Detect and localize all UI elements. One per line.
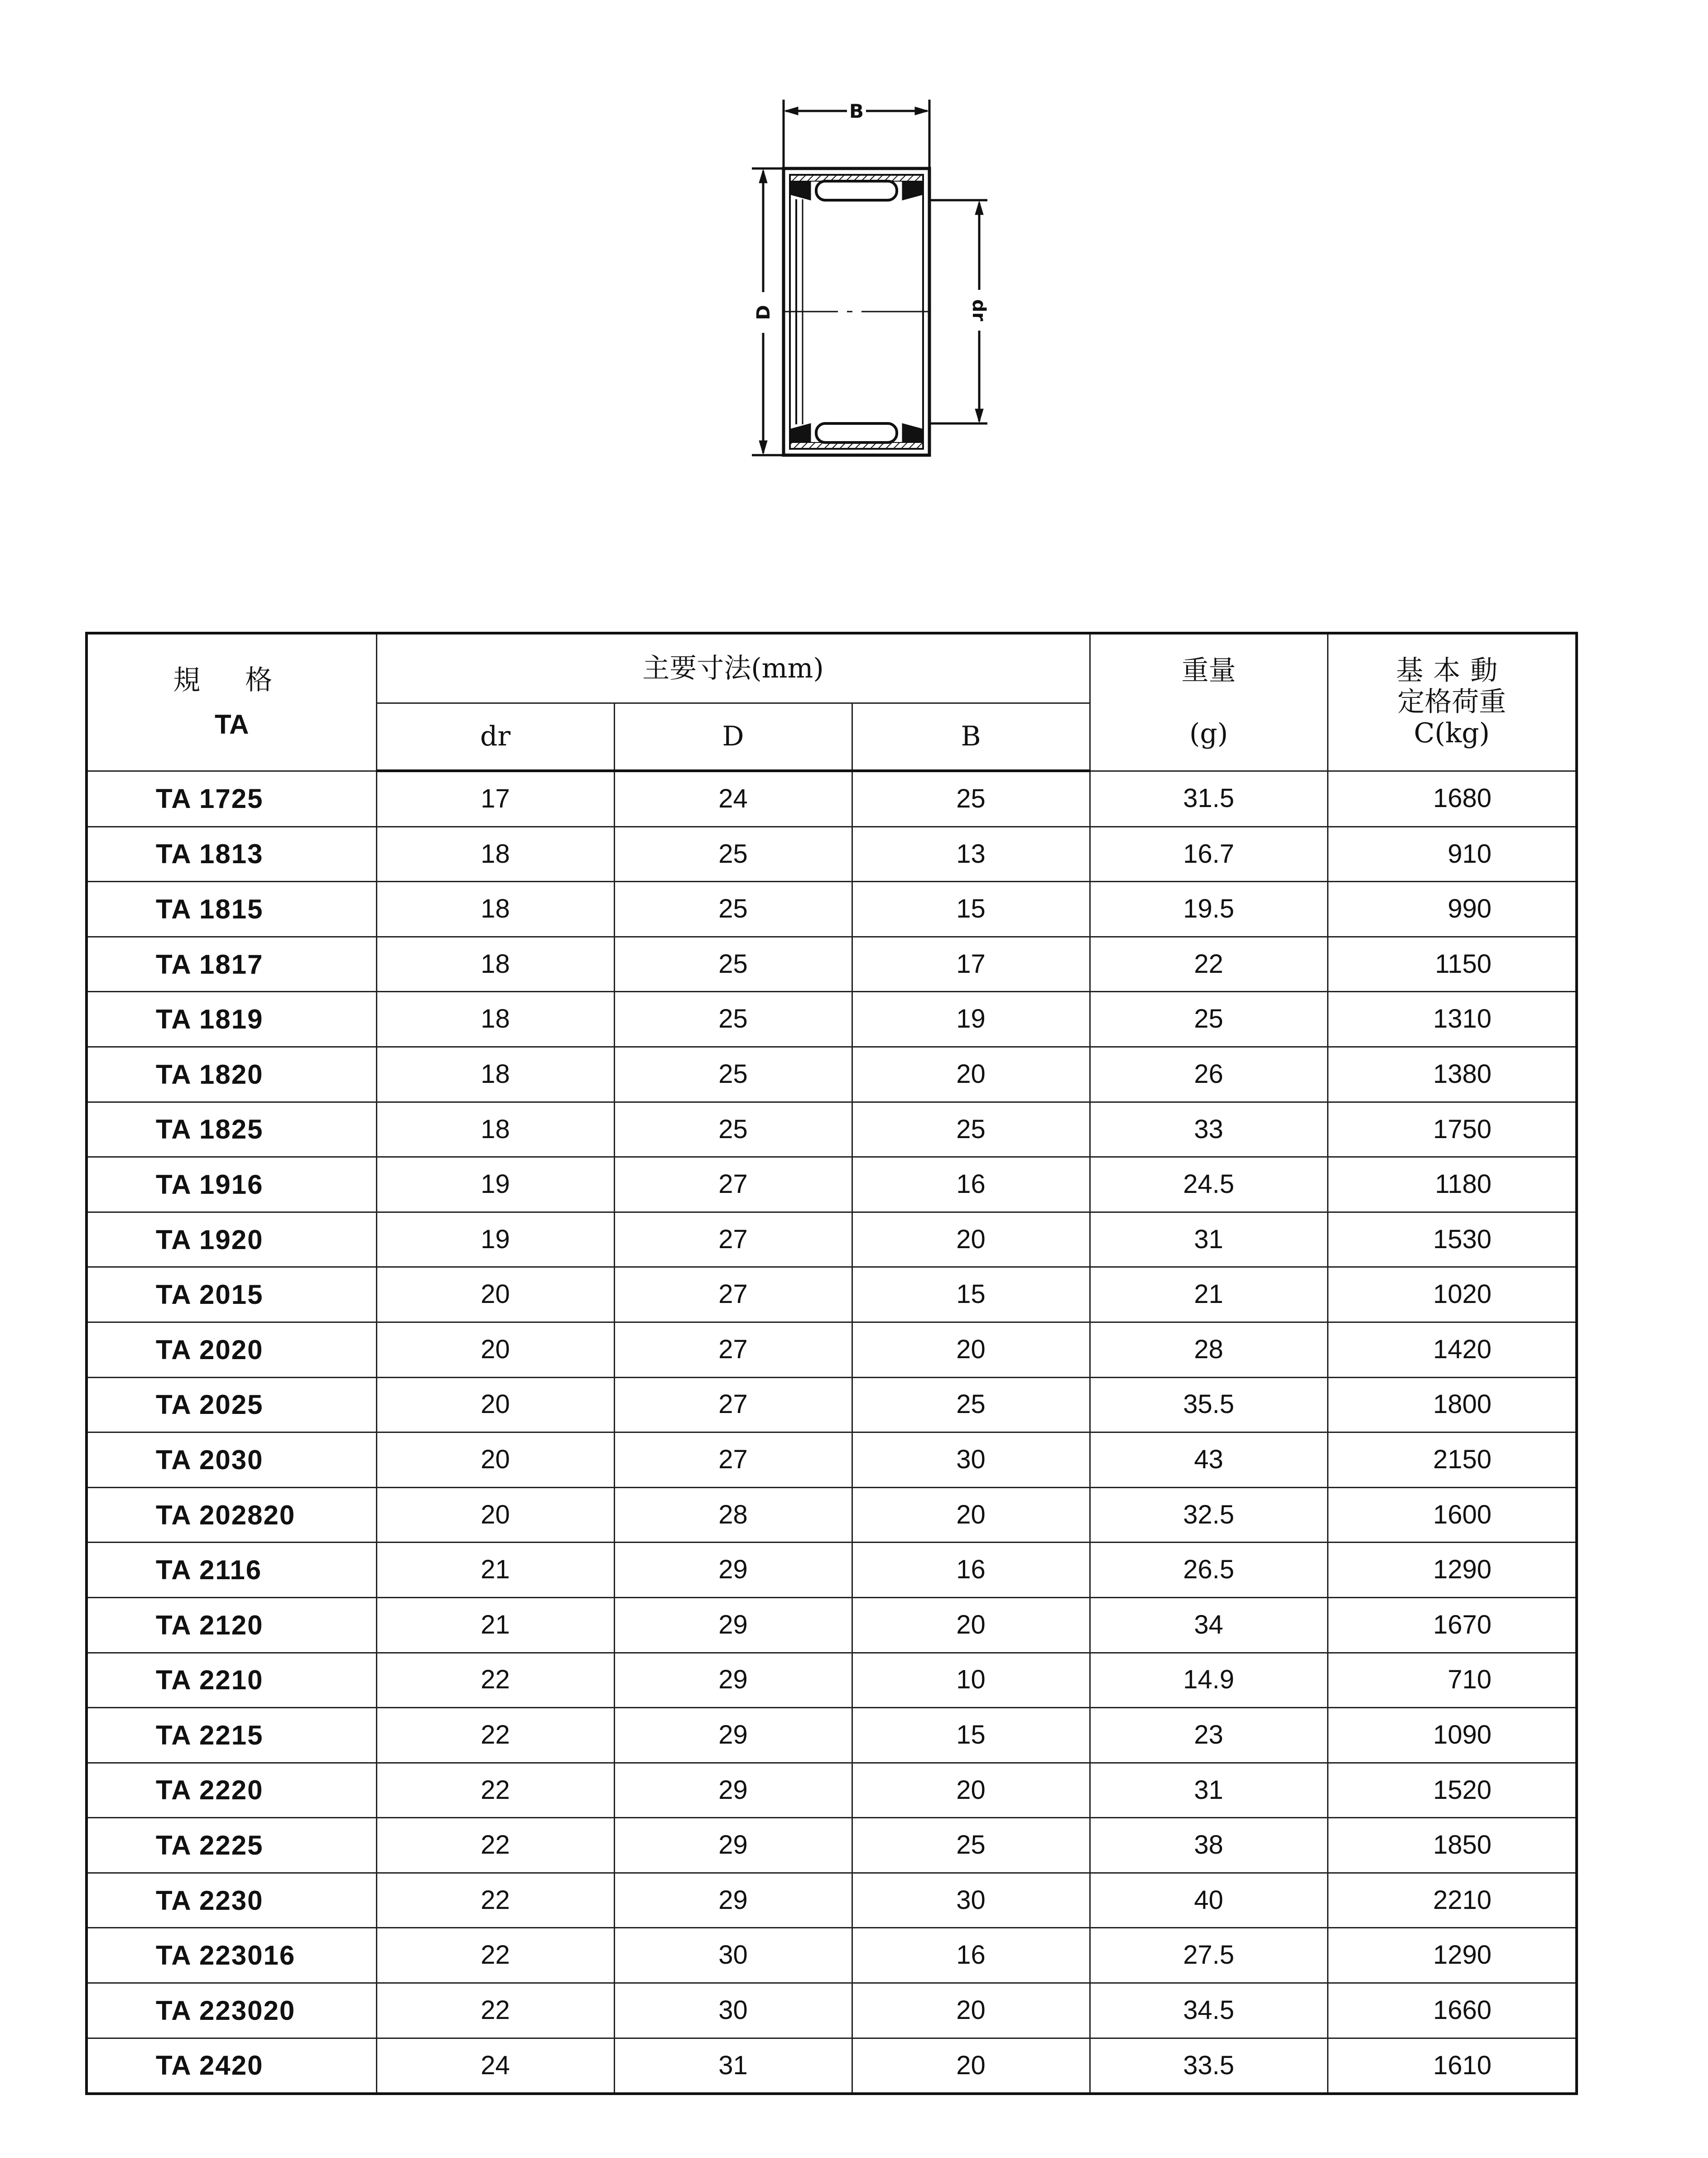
D-cell: 29: [614, 1873, 852, 1928]
D-cell: 27: [614, 1432, 852, 1488]
D-cell: 27: [614, 1212, 852, 1267]
capacity-cell: 1610: [1328, 2038, 1577, 2094]
table-row: [87, 1267, 1577, 1322]
weight-cell: 31: [1090, 1763, 1328, 1818]
dr-cell: 22: [376, 1708, 614, 1763]
dr-cell: 21: [376, 1543, 614, 1598]
table-row: [87, 1928, 1577, 1983]
model-cell: TA 1920: [87, 1212, 376, 1267]
B-cell: 25: [852, 1377, 1090, 1432]
B-cell: 30: [852, 1432, 1090, 1488]
model-cell: TA 2210: [87, 1653, 376, 1708]
D-cell: 30: [614, 1983, 852, 2038]
B-cell: 25: [852, 1102, 1090, 1157]
B-cell: 20: [852, 1047, 1090, 1102]
B-cell: 25: [852, 771, 1090, 827]
B-cell: 20: [852, 1763, 1090, 1818]
dr-cell: 20: [376, 1377, 614, 1432]
B-cell: 15: [852, 882, 1090, 937]
weight-cell: 24.5: [1090, 1157, 1328, 1212]
capacity-cell: 1670: [1328, 1597, 1577, 1653]
D-cell: 25: [614, 1102, 852, 1157]
D-cell: 27: [614, 1322, 852, 1377]
weight-cell: 28: [1090, 1322, 1328, 1377]
weight-cell: 16.7: [1090, 827, 1328, 882]
B-cell: 30: [852, 1873, 1090, 1928]
capacity-cell: 1530: [1328, 1212, 1577, 1267]
table-row: [87, 992, 1577, 1047]
table-row: [87, 1047, 1577, 1102]
D-cell: 27: [614, 1377, 852, 1432]
model-cell: TA 2020: [87, 1322, 376, 1377]
dr-cell: 22: [376, 1818, 614, 1873]
weight-cell: 26.5: [1090, 1543, 1328, 1598]
dr-cell: 20: [376, 1322, 614, 1377]
model-cell: TA 202820: [87, 1487, 376, 1543]
D-cell: 27: [614, 1267, 852, 1322]
model-cell: TA 2230: [87, 1873, 376, 1928]
dr-cell: 18: [376, 992, 614, 1047]
bearing-section-diagram: [698, 91, 1051, 480]
B-cell: 20: [852, 2038, 1090, 2094]
capacity-cell: 710: [1328, 1653, 1577, 1708]
weight-cell: 33: [1090, 1102, 1328, 1157]
B-cell: 20: [852, 1597, 1090, 1653]
table-row: [87, 1763, 1577, 1818]
capacity-cell: 1180: [1328, 1157, 1577, 1212]
B-cell: 25: [852, 1818, 1090, 1873]
table-row: [87, 1377, 1577, 1432]
dr-cell: 17: [376, 771, 614, 827]
dr-cell: 24: [376, 2038, 614, 2094]
table-row: [87, 1432, 1577, 1488]
model-cell: TA 1815: [87, 882, 376, 937]
weight-cell: 40: [1090, 1873, 1328, 1928]
B-cell: 16: [852, 1157, 1090, 1212]
capacity-cell: 1310: [1328, 992, 1577, 1047]
dr-cell: 22: [376, 1653, 614, 1708]
table-row: [87, 1818, 1577, 1873]
capacity-header-line3: C(kg): [1414, 717, 1490, 750]
model-cell: TA 1725: [87, 771, 376, 827]
model-cell: TA 2030: [87, 1432, 376, 1488]
D-cell: 25: [614, 937, 852, 992]
table-row: [87, 1102, 1577, 1157]
weight-cell: 21: [1090, 1267, 1328, 1322]
D-cell: 31: [614, 2038, 852, 2094]
weight-cell: 33.5: [1090, 2038, 1328, 2094]
table-row: [87, 2038, 1577, 2094]
capacity-cell: 1150: [1328, 937, 1577, 992]
dr-cell: 18: [376, 1047, 614, 1102]
D-cell: 29: [614, 1597, 852, 1653]
capacity-cell: 2150: [1328, 1432, 1577, 1488]
model-cell: TA 1825: [87, 1102, 376, 1157]
dr-cell: 18: [376, 937, 614, 992]
capacity-cell: 1660: [1328, 1983, 1577, 2038]
model-cell: TA 1819: [87, 992, 376, 1047]
table-row: [87, 1487, 1577, 1543]
dr-cell: 22: [376, 1928, 614, 1983]
dr-cell: 22: [376, 1873, 614, 1928]
weight-cell: 14.9: [1090, 1653, 1328, 1708]
dr-cell: 20: [376, 1487, 614, 1543]
D-cell: 25: [614, 992, 852, 1047]
capacity-cell: 1850: [1328, 1818, 1577, 1873]
capacity-cell: 2210: [1328, 1873, 1577, 1928]
B-cell: 17: [852, 937, 1090, 992]
weight-header: [1090, 633, 1328, 771]
model-cell: TA 223020: [87, 1983, 376, 2038]
weight-cell: 38: [1090, 1818, 1328, 1873]
capacity-cell: 1380: [1328, 1047, 1577, 1102]
diagram-label-B: B: [849, 100, 864, 122]
D-cell: 29: [614, 1763, 852, 1818]
B-cell: 20: [852, 1983, 1090, 2038]
D-cell: 25: [614, 827, 852, 882]
capacity-cell: 1420: [1328, 1322, 1577, 1377]
table-row: [87, 1543, 1577, 1598]
dr-cell: 20: [376, 1432, 614, 1488]
D-cell: 29: [614, 1818, 852, 1873]
weight-cell: 43: [1090, 1432, 1328, 1488]
table-row: [87, 937, 1577, 992]
D-cell: 30: [614, 1928, 852, 1983]
B-cell: 10: [852, 1653, 1090, 1708]
D-cell: 25: [614, 882, 852, 937]
weight-cell: 23: [1090, 1708, 1328, 1763]
D-cell: 24: [614, 771, 852, 827]
table-row: [87, 827, 1577, 882]
dr-cell: 22: [376, 1763, 614, 1818]
D-cell: 29: [614, 1708, 852, 1763]
model-cell: TA 2215: [87, 1708, 376, 1763]
B-cell: 20: [852, 1487, 1090, 1543]
weight-cell: 22: [1090, 937, 1328, 992]
B-cell: 13: [852, 827, 1090, 882]
model-cell: TA 2420: [87, 2038, 376, 2094]
model-cell: TA 1916: [87, 1157, 376, 1212]
capacity-header-line2: 定格荷重: [1397, 686, 1506, 718]
diagram-label-D: D: [753, 305, 774, 320]
D-cell: 29: [614, 1653, 852, 1708]
model-cell: TA 2025: [87, 1377, 376, 1432]
table-row: [87, 1708, 1577, 1763]
B-header: B: [852, 703, 1090, 771]
capacity-header: [1328, 633, 1577, 771]
dr-cell: 18: [376, 1102, 614, 1157]
B-cell: 19: [852, 992, 1090, 1047]
bearing-spec-table: [85, 632, 1578, 2095]
weight-cell: 27.5: [1090, 1928, 1328, 1983]
dr-cell: 22: [376, 1983, 614, 2038]
weight-header-label: 重量: [1181, 654, 1236, 687]
dr-cell: 21: [376, 1597, 614, 1653]
model-cell: TA 1813: [87, 827, 376, 882]
weight-cell: 31.5: [1090, 771, 1328, 827]
model-header-code: TA: [214, 709, 249, 740]
weight-header-unit: (g): [1189, 717, 1228, 750]
D-cell: 29: [614, 1543, 852, 1598]
capacity-cell: 1520: [1328, 1763, 1577, 1818]
table-row: [87, 1322, 1577, 1377]
capacity-cell: 1290: [1328, 1928, 1577, 1983]
B-cell: 16: [852, 1928, 1090, 1983]
model-header-ja: 規 格: [173, 664, 291, 696]
table-row: [87, 882, 1577, 937]
dr-header: dr: [376, 703, 614, 771]
weight-cell: 26: [1090, 1047, 1328, 1102]
capacity-cell: 1020: [1328, 1267, 1577, 1322]
D-header: D: [614, 703, 852, 771]
dr-cell: 20: [376, 1267, 614, 1322]
model-cell: TA 223016: [87, 1928, 376, 1983]
weight-cell: 35.5: [1090, 1377, 1328, 1432]
dr-cell: 19: [376, 1157, 614, 1212]
model-cell: TA 1817: [87, 937, 376, 992]
D-cell: 28: [614, 1487, 852, 1543]
table-row: [87, 1653, 1577, 1708]
B-cell: 15: [852, 1267, 1090, 1322]
table-row: [87, 1212, 1577, 1267]
table-row: [87, 1157, 1577, 1212]
table-row: [87, 771, 1577, 827]
table-row: [87, 1983, 1577, 2038]
capacity-cell: 1090: [1328, 1708, 1577, 1763]
capacity-cell: 1680: [1328, 771, 1577, 827]
capacity-cell: 1290: [1328, 1543, 1577, 1598]
model-cell: TA 2220: [87, 1763, 376, 1818]
dims-header: 主要寸法(mm): [376, 633, 1090, 703]
model-cell: TA 2120: [87, 1597, 376, 1653]
capacity-cell: 910: [1328, 827, 1577, 882]
weight-cell: 31: [1090, 1212, 1328, 1267]
capacity-cell: 990: [1328, 882, 1577, 937]
weight-cell: 34: [1090, 1597, 1328, 1653]
B-cell: 20: [852, 1322, 1090, 1377]
D-cell: 27: [614, 1157, 852, 1212]
diagram-label-dr: dr: [968, 299, 989, 322]
dr-cell: 19: [376, 1212, 614, 1267]
table-row: [87, 1597, 1577, 1653]
capacity-cell: 1600: [1328, 1487, 1577, 1543]
model-header: [87, 633, 376, 771]
weight-cell: 19.5: [1090, 882, 1328, 937]
capacity-cell: 1750: [1328, 1102, 1577, 1157]
model-cell: TA 1820: [87, 1047, 376, 1102]
table-row: [87, 1873, 1577, 1928]
B-cell: 16: [852, 1543, 1090, 1598]
weight-cell: 32.5: [1090, 1487, 1328, 1543]
capacity-header-line1: 基本動: [1396, 655, 1508, 687]
dr-cell: 18: [376, 827, 614, 882]
B-cell: 20: [852, 1212, 1090, 1267]
model-cell: TA 2015: [87, 1267, 376, 1322]
D-cell: 25: [614, 1047, 852, 1102]
weight-cell: 25: [1090, 992, 1328, 1047]
B-cell: 15: [852, 1708, 1090, 1763]
dr-cell: 18: [376, 882, 614, 937]
model-cell: TA 2116: [87, 1543, 376, 1598]
weight-cell: 34.5: [1090, 1983, 1328, 2038]
capacity-cell: 1800: [1328, 1377, 1577, 1432]
model-cell: TA 2225: [87, 1818, 376, 1873]
